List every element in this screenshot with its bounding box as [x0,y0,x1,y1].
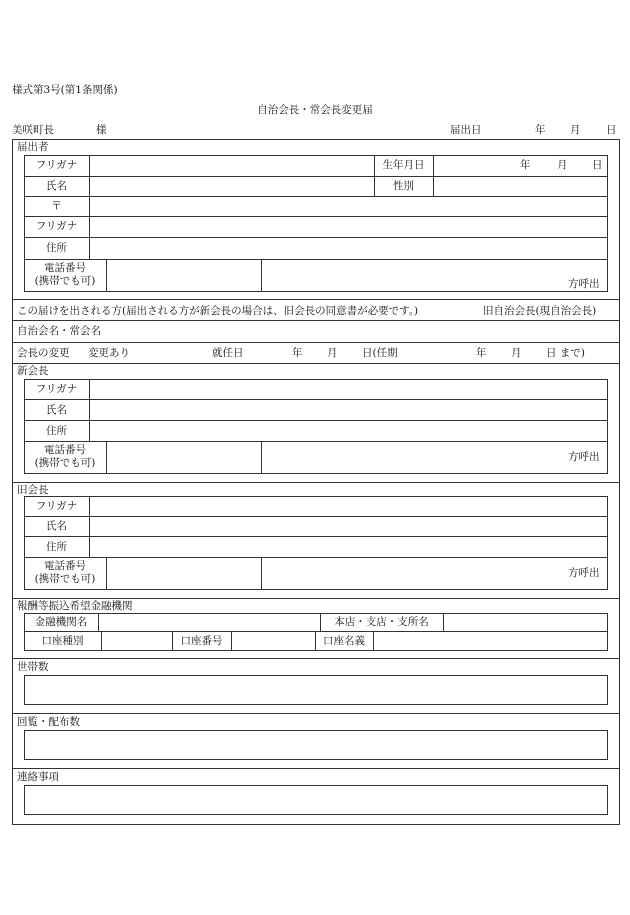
branch-field[interactable] [444,614,607,630]
applicant-address-furigana-label: フリガナ [35,220,78,232]
new-chair-name-field[interactable] [90,400,607,419]
applicant-furigana-field[interactable] [90,156,373,175]
assoc-name-field[interactable] [120,321,619,341]
applicant-phone-field[interactable] [107,260,260,291]
postal-code-field[interactable] [90,197,607,215]
old-chair-call-field[interactable] [262,558,607,589]
form-number: 様式第3号(第1条関係) [12,84,118,96]
bank-name-label: 金融機関名 [34,616,88,628]
new-chair-address-field[interactable] [90,421,607,440]
new-chair-furigana-field[interactable] [90,380,607,398]
filing-day-label: 日 [606,124,617,136]
inauguration-year-label: 年 [292,347,303,359]
old-chair-name-label: 氏名 [46,520,67,532]
filing-date-label: 届出日 [450,124,482,136]
applicant-phone-label: 電話番号 (携帯でも可) [34,262,96,288]
term-year-label: 年 [476,347,487,359]
applicant-call-field[interactable] [262,260,607,291]
assoc-name-label: 自治会名・常会名 [17,325,101,337]
birth-year-label: 年 [520,159,531,171]
inauguration-month-label: 月 [327,347,338,359]
contact-notes-field[interactable] [24,785,608,815]
term-month-label: 月 [511,347,522,359]
old-chair-address-field[interactable] [90,537,607,556]
applicant-address-furigana-field[interactable] [90,217,607,236]
new-chair-phone-label: 電話番号 (携帯でも可) [34,444,96,470]
contact-notes-label: 連絡事項 [17,771,59,783]
birth-day-label: 日 [592,159,603,171]
account-type-field[interactable] [102,632,171,650]
applicant-name-label: 氏名 [46,180,67,192]
inauguration-label: 就任日 [212,347,244,359]
applicant-section-label: 届出者 [17,141,49,153]
circulation-label: 回覧・配布数 [17,716,80,728]
addressee: 美咲町長 [12,124,54,136]
gender-field[interactable] [434,177,607,195]
new-chair-name-label: 氏名 [46,404,67,416]
applicant-furigana-label: フリガナ [35,159,78,171]
households-label: 世帯数 [17,661,49,673]
old-chair-section-label: 旧会長 [17,484,49,496]
honorific: 様 [96,124,107,136]
submitter-options[interactable]: 旧自治会長(現自治会長) [483,305,597,317]
term-open-label: 日(任期 [362,347,398,359]
applicant-call-label: 方呼出 [568,278,600,290]
old-chair-address-label: 住所 [46,541,67,553]
new-chair-furigana-label: フリガナ [35,383,78,395]
new-chair-address-label: 住所 [46,425,67,437]
filing-month-label: 月 [570,124,581,136]
applicant-name-field[interactable] [90,177,373,195]
old-chair-furigana-field[interactable] [90,497,607,515]
account-holder-label: 口座名義 [323,635,365,647]
account-type-label: 口座種別 [41,635,84,647]
gender-label: 性別 [393,180,414,192]
old-chair-call-label: 方呼出 [568,567,600,579]
birth-month-label: 月 [557,159,568,171]
term-close-label: 日 まで) [546,347,585,359]
account-number-label: 口座番号 [180,635,223,647]
page-title: 自治会長・常会長変更届 [257,104,373,116]
new-chair-call-label: 方呼出 [568,451,600,463]
old-chair-furigana-label: フリガナ [35,500,78,512]
account-number-field[interactable] [232,632,314,650]
applicant-address-label: 住所 [46,242,67,254]
bank-section-label: 報酬等振込希望金融機関 [17,600,133,612]
new-chair-phone-field[interactable] [107,442,260,473]
old-chair-name-field[interactable] [90,517,607,535]
branch-label: 本店・支店・支所名 [334,616,429,628]
birthdate-label: 生年月日 [382,159,425,171]
postal-mark: 〒 [51,200,62,212]
new-chair-section-label: 新会長 [17,365,49,377]
chair-change-label: 会長の変更 [17,347,70,359]
circulation-field[interactable] [24,730,608,760]
submitter-notice: この届けを出される方(届出される方が新会長の場合は、旧会長の同意書が必要です。) [17,305,419,317]
old-chair-phone-field[interactable] [107,558,260,589]
filing-year-label: 年 [535,124,546,136]
bank-name-field[interactable] [99,614,319,630]
households-field[interactable] [24,675,608,705]
old-chair-phone-label: 電話番号 (携帯でも可) [34,560,96,586]
new-chair-call-field[interactable] [262,442,607,473]
account-holder-field[interactable] [374,632,607,650]
applicant-address-field[interactable] [90,238,607,258]
chair-change-value[interactable]: 変更あり [88,347,130,359]
